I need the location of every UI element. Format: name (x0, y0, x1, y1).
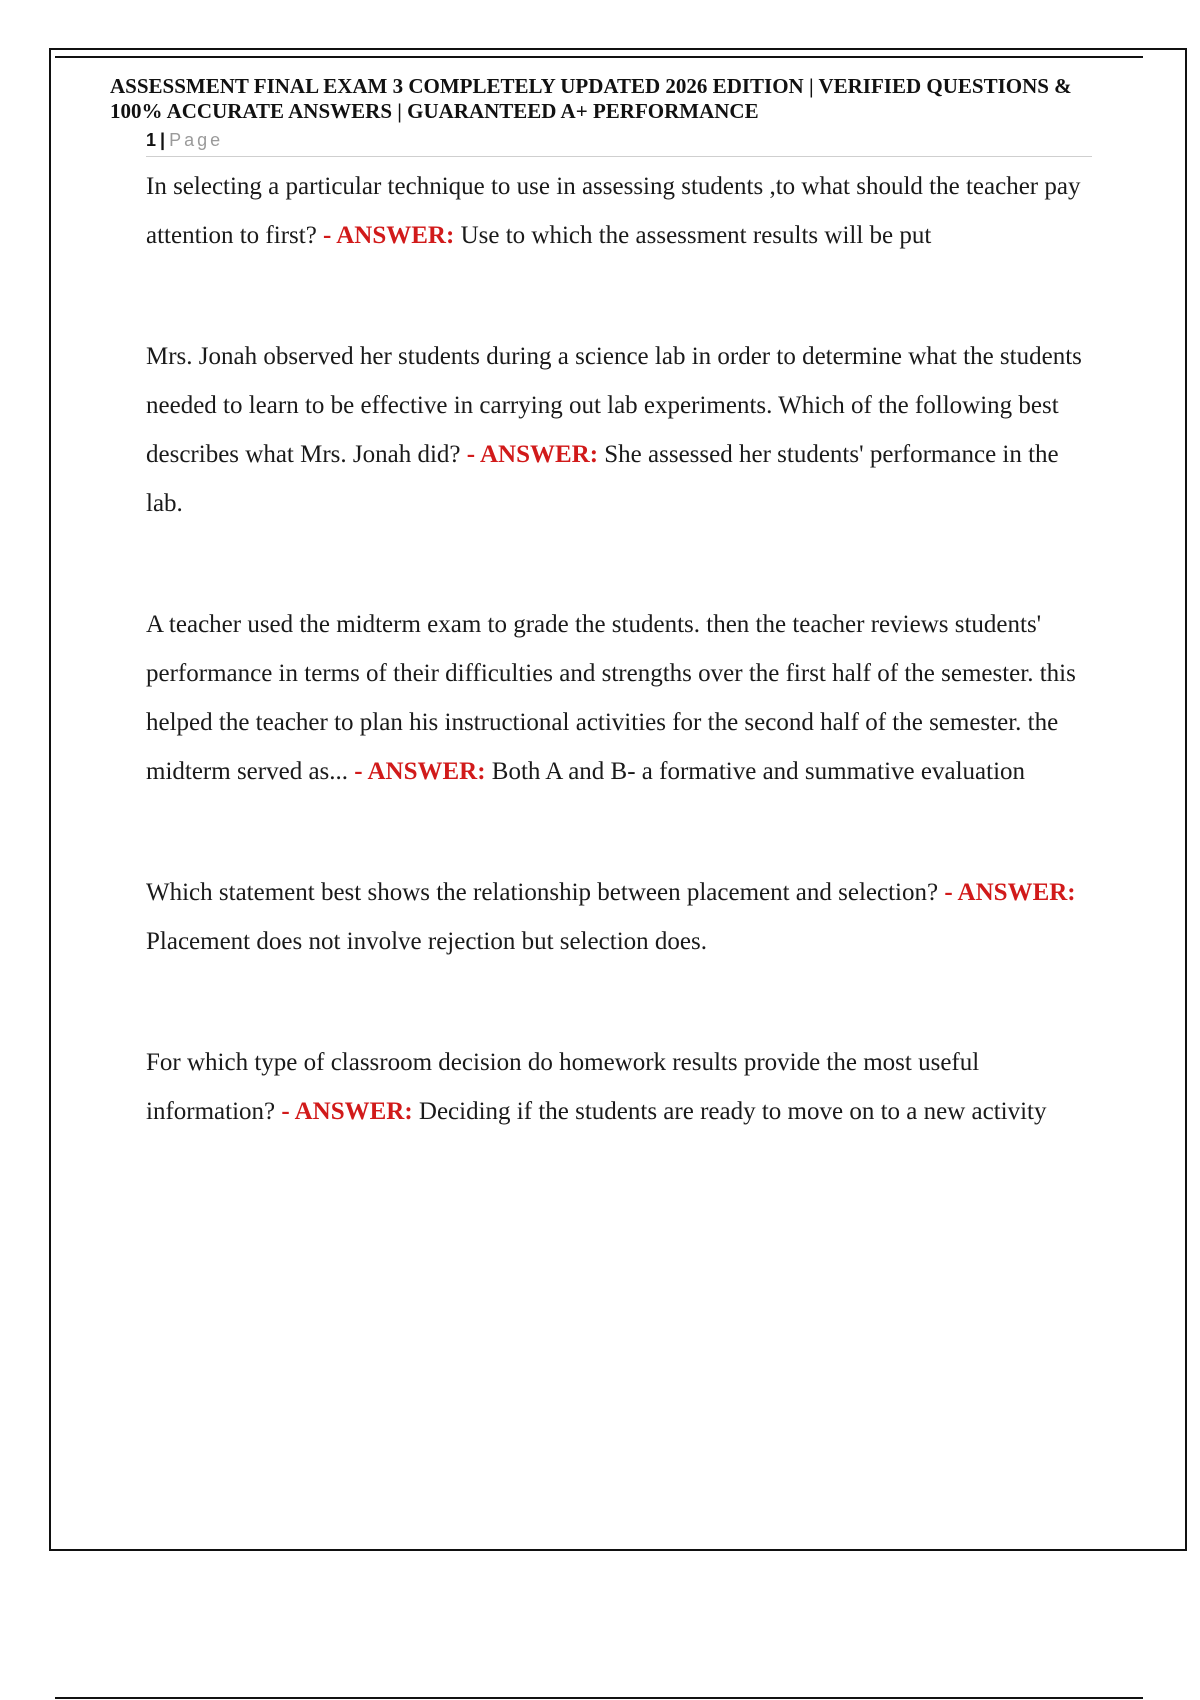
footer-rule (55, 1697, 1143, 1699)
answer-label: - ANSWER: (944, 879, 1076, 906)
qa-item-1 (146, 162, 1096, 260)
header-divider (146, 156, 1092, 157)
page-number: 1 (146, 130, 157, 150)
header-top-rule (55, 56, 1143, 58)
qa-item-2 (146, 332, 1096, 528)
answer-label: - ANSWER: (281, 1098, 413, 1125)
question-text: Which statement best shows the relationship between placement and selection? (146, 879, 939, 906)
page-number-label (146, 130, 223, 151)
answer-text: She assessed her students' performance in the lab. (146, 441, 1059, 517)
answer-label: - ANSWER: (354, 758, 486, 785)
qa-item-4 (146, 868, 1096, 966)
page-word: Page (169, 130, 224, 150)
question-text: A teacher used the midterm exam to grade the students. then the teacher reviews students' performance in terms of their difficulties and strengths over the first half of the semester. this helped the teacher to plan his instructional activities for the second half of the semester. the midterm served as... (146, 611, 1076, 785)
question-text: In selecting a particular technique to use in assessing students ,to what should the teacher pay attention to first? (146, 173, 1081, 249)
answer-label: - ANSWER: (323, 222, 455, 249)
answer-text: Both A and B- a formative and summative evaluation (491, 758, 1026, 785)
answer-text: Placement does not involve rejection but selection does. (146, 928, 707, 955)
question-text: For which type of classroom decision do homework results provide the most useful information? (146, 1049, 980, 1125)
question-answer-list (146, 162, 1096, 1208)
answer-label: - ANSWER: (466, 441, 599, 468)
page-separator: | (160, 130, 166, 150)
answer-text: Use to which the assessment results will be put (460, 222, 932, 249)
question-text: Mrs. Jonah observed her students during a science lab in order to determine what the students needed to learn to be effective in carrying out lab experiments. Which of the following best describes what Mrs. Jonah did? (146, 343, 1082, 468)
qa-item-3 (146, 600, 1096, 796)
document-title: ASSESSMENT FINAL EXAM 3 COMPLETELY UPDATED 2026 EDITION | VERIFIED QUESTIONS & 100% ACCURATE ANSWERS | GUARANTEED A+ PERFORMANCE (110, 74, 1072, 123)
answer-text: Deciding if the students are ready to move on to a new activity (418, 1098, 1047, 1125)
qa-item-5 (146, 1038, 1096, 1136)
